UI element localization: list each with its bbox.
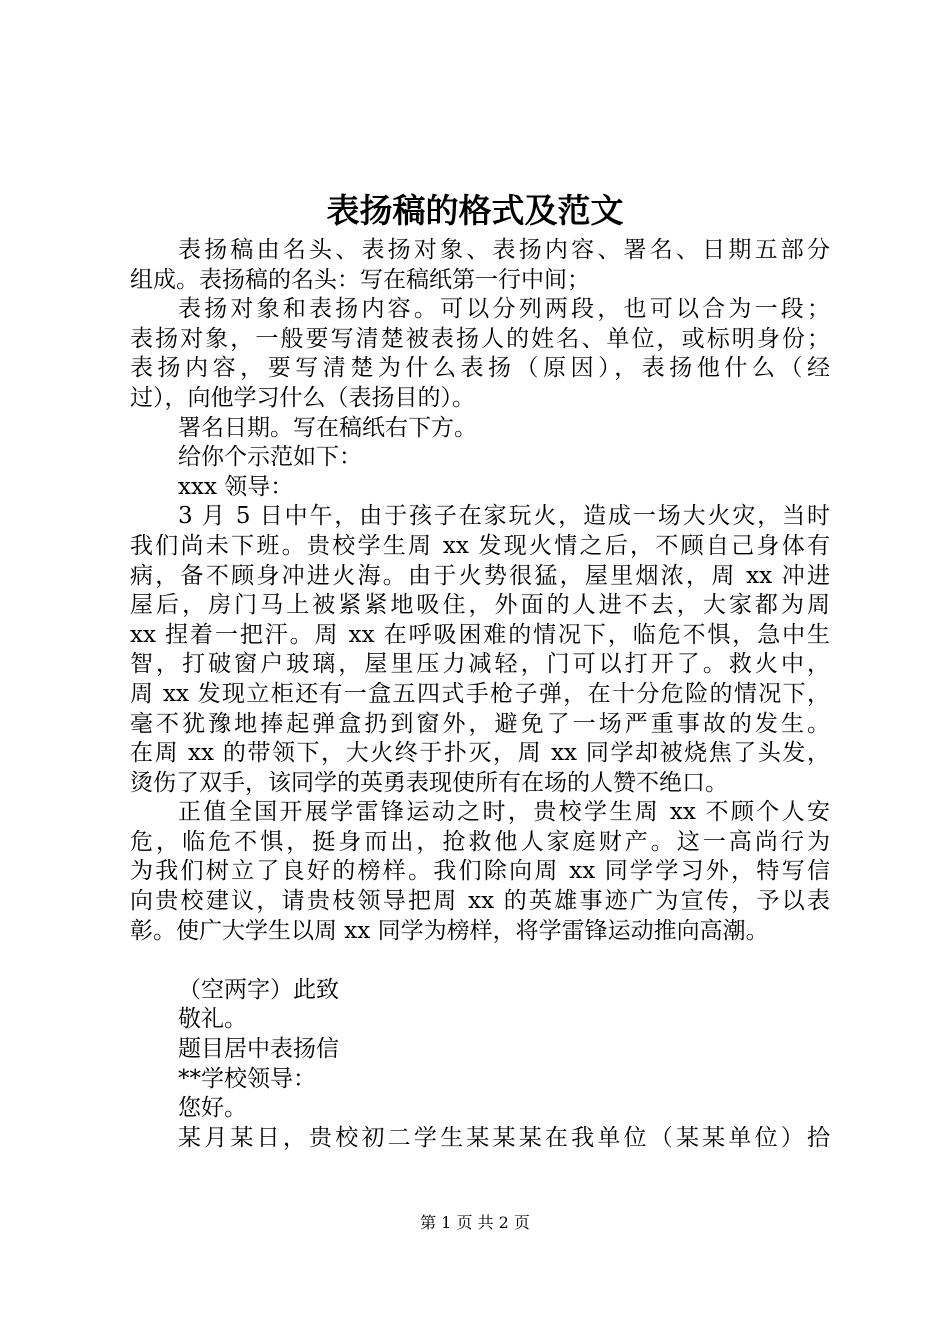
document-title: 表扬稿的格式及范文 bbox=[326, 191, 624, 230]
paragraph-line: **学校领导： bbox=[178, 1065, 316, 1092]
paragraph-line: 敬礼。 bbox=[178, 1006, 247, 1033]
paragraph-line: 某月某日，贵校初二学生某某某在我单位（某某单位）拾 bbox=[178, 1124, 830, 1151]
paragraph-line: 烫伤了双手，该同学的英勇表现使所有在场的人赞不绝口。 bbox=[130, 769, 728, 796]
paragraph-line: 向贵校建议，请贵枝领导把周 xx 的英雄事迹广为宣传，予以表 bbox=[130, 888, 830, 915]
paragraph-line: xx 捏着一把汗。周 xx 在呼吸困难的情况下，临危不惧，急中生 bbox=[130, 621, 830, 648]
paragraph-line: 彰。使广大学生以周 xx 同学为榜样，将学雷锋运动推向高潮。 bbox=[130, 917, 769, 944]
paragraph-line: 组成。表扬稿的名头：写在稿纸第一行中间； bbox=[130, 266, 590, 293]
paragraph-line: 表扬稿由名头、表扬对象、表扬内容、署名、日期五部分 bbox=[178, 237, 830, 263]
paragraph-line: 病，备不顾身冲进火海。由于火势很猛，屋里烟浓，周 xx 冲进 bbox=[130, 562, 830, 589]
paragraph-line: 危，临危不惧，挺身而出，抢救他人家庭财产。这一高尚行为 bbox=[130, 828, 830, 855]
paragraph-line: 3 月 5 日中午，由于孩子在家玩火，造成一场大火灾，当时 bbox=[178, 503, 830, 530]
paragraph-line: 周 xx 发现立柜还有一盒五四式手枪子弹，在十分危险的情况下， bbox=[130, 680, 830, 707]
paragraph-line: 表扬内容，要写清楚为什么表扬（原因），表扬他什么（经 bbox=[130, 355, 830, 382]
paragraph-line: xxx 领导： bbox=[178, 473, 294, 500]
paragraph-line: 在周 xx 的带领下，大火终于扑灭，周 xx 同学却被烧焦了头发， bbox=[130, 740, 830, 767]
paragraph-line: 表扬对象和表扬内容。可以分列两段，也可以合为一段； bbox=[178, 296, 830, 323]
paragraph-line: 屋后，房门马上被紧紧地吸住，外面的人进不去，大家都为周 bbox=[130, 592, 830, 619]
paragraph-line: 署名日期。写在稿纸右下方。 bbox=[178, 414, 477, 441]
paragraph-line: 智，打破窗户玻璃，屋里压力减轻，门可以打开了。救火中， bbox=[130, 651, 830, 678]
paragraph-line: 过），向他学习什么（表扬目的）。 bbox=[130, 384, 475, 411]
paragraph-line: （空两字）此致 bbox=[178, 976, 339, 1003]
paragraph-line: 题目居中表扬信 bbox=[178, 1036, 339, 1063]
paragraph-line: 正值全国开展学雷锋运动之时，贵校学生周 xx 不顾个人安 bbox=[178, 799, 830, 826]
paragraph-line: 给你个示范如下： bbox=[178, 444, 362, 471]
paragraph-line: 为我们树立了良好的榜样。我们除向周 xx 同学学习外，特写信 bbox=[130, 858, 830, 885]
document-body bbox=[130, 236, 830, 1153]
paragraph-line: 表扬对象，一般要写清楚被表扬人的姓名、单位，或标明身份； bbox=[130, 325, 830, 352]
paragraph-line: 我们尚未下班。贵校学生周 xx 发现火情之后，不顾自己身体有 bbox=[130, 532, 830, 559]
page-footer: 第 1 页 共 2 页 bbox=[420, 1213, 530, 1232]
blank-line bbox=[130, 946, 830, 976]
paragraph-line: 您好。 bbox=[178, 1095, 247, 1122]
paragraph-line: 毫不犹豫地捧起弹盒扔到窗外，避免了一场严重事故的发生。 bbox=[130, 710, 830, 737]
